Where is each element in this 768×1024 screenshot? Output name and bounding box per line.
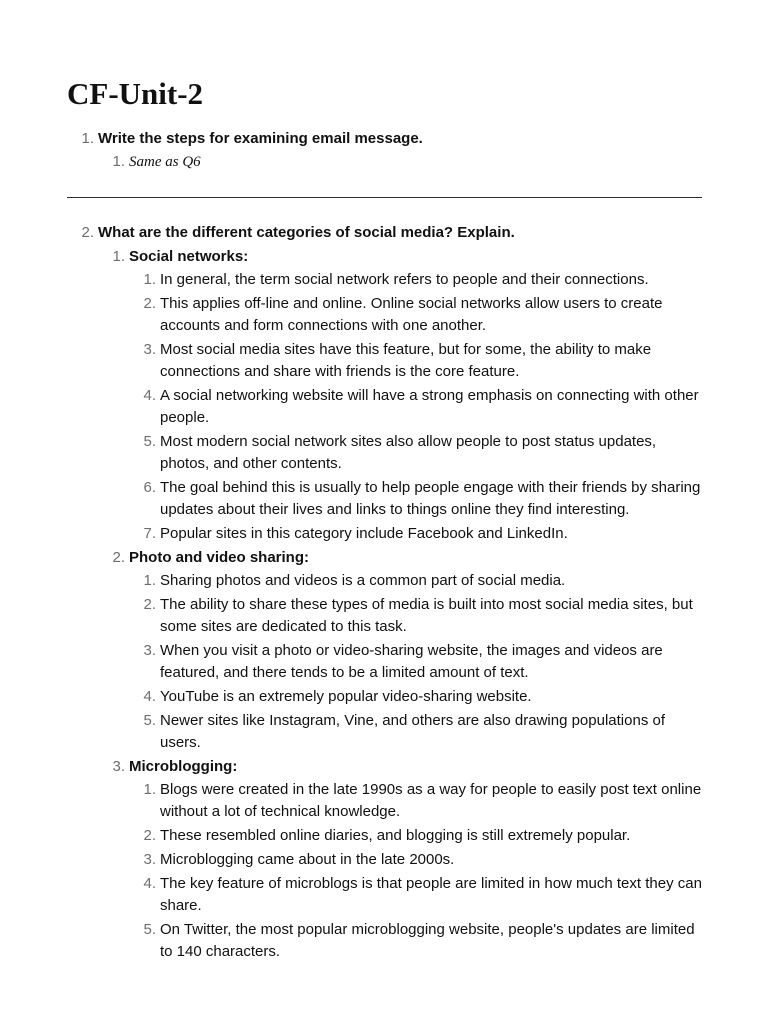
list-number: 2. (112, 549, 125, 566)
list-item (67, 385, 707, 429)
list-item-text: Most social media sites have this feature, but for some, the ability to make connections and share with friends is the core feature. (160, 341, 652, 380)
list-item (67, 594, 707, 638)
list-number: 3. (143, 341, 156, 358)
list-item (67, 477, 707, 521)
list-item-text: Most modern social network sites also allow people to post status updates, photos, and other contents. (160, 433, 657, 472)
list-item-text: This applies off-line and online. Online social networks allow users to create accounts and form connections with one another. (160, 295, 663, 334)
list-item (67, 710, 707, 754)
list-number: 5. (143, 921, 156, 938)
list-number: 1. (143, 781, 156, 798)
list-number: 4. (143, 688, 156, 705)
list-item-text: A social networking website will have a strong emphasis on connecting with other people. (160, 387, 699, 426)
question-text: Write the steps for examining email message. (98, 130, 423, 147)
list-number: 1. (143, 271, 156, 288)
question-2 (67, 222, 707, 965)
category-title: Microblogging: (129, 758, 238, 775)
list-item-text: On Twitter, the most popular microblogging website, people's updates are limited to 140 characters. (160, 921, 695, 960)
list-number: 7. (143, 525, 156, 542)
list-item-text: The goal behind this is usually to help people engage with their friends by sharing updates about their lives and links to things online they find interesting. (160, 479, 701, 518)
list-number: 5. (143, 433, 156, 450)
list-item-text: Newer sites like Instagram, Vine, and others are also drawing populations of users. (160, 712, 665, 751)
list-item (67, 570, 707, 592)
list-item-text: Microblogging came about in the late 2000s. (160, 851, 455, 868)
list-item (67, 825, 707, 847)
question-1 (67, 128, 707, 173)
page-title: CF-Unit-2 (67, 76, 204, 111)
list-item (67, 779, 707, 823)
category-heading (67, 246, 707, 268)
question-item (67, 222, 707, 244)
list-number: 4. (143, 387, 156, 404)
list-item (67, 873, 707, 917)
list-item-text: The ability to share these types of media is built into most social media sites, but some sites are dedicated to this task. (160, 596, 693, 635)
list-item-text: The key feature of microblogs is that people are limited in how much text they can share. (160, 875, 702, 914)
list-number: 3. (143, 642, 156, 659)
list-item-text: These resembled online diaries, and blogging is still extremely popular. (160, 827, 631, 844)
list-number: 1. (112, 153, 125, 170)
category-title: Social networks: (129, 248, 249, 265)
list-item (67, 919, 707, 963)
list-number: 1. (112, 248, 125, 265)
list-number: 2. (81, 224, 94, 241)
category-heading (67, 756, 707, 778)
list-item-text: Popular sites in this category include Facebook and LinkedIn. (160, 525, 568, 542)
list-number: 2. (143, 827, 156, 844)
category-title: Photo and video sharing: (129, 549, 310, 566)
answer-text: Same as Q6 (129, 154, 201, 170)
list-item (67, 293, 707, 337)
list-item (67, 523, 707, 545)
list-item-text: YouTube is an extremely popular video-sharing website. (160, 688, 532, 705)
list-number: 1. (143, 572, 156, 589)
list-item-text: When you visit a photo or video-sharing website, the images and videos are featured, and there tends to be a limited amount of text. (160, 642, 663, 681)
list-number: 4. (143, 875, 156, 892)
list-item (67, 849, 707, 871)
list-item-text: Sharing photos and videos is a common part of social media. (160, 572, 566, 589)
list-item (67, 640, 707, 684)
horizontal-divider (67, 197, 702, 198)
list-number: 2. (143, 596, 156, 613)
list-item (67, 686, 707, 708)
list-item-text: In general, the term social network refers to people and their connections. (160, 271, 649, 288)
list-item-text: Blogs were created in the late 1990s as a way for people to easily post text online without a lot of technical knowledge. (160, 781, 702, 820)
answer-item (67, 151, 707, 173)
list-number: 1. (81, 130, 94, 147)
list-number: 3. (112, 758, 125, 775)
list-item (67, 339, 707, 383)
list-number: 3. (143, 851, 156, 868)
list-item (67, 431, 707, 475)
category-heading (67, 547, 707, 569)
list-number: 2. (143, 295, 156, 312)
list-item (67, 269, 707, 291)
question-item (67, 128, 707, 150)
question-text: What are the different categories of social media? Explain. (98, 224, 515, 241)
list-number: 6. (143, 479, 156, 496)
list-number: 5. (143, 712, 156, 729)
